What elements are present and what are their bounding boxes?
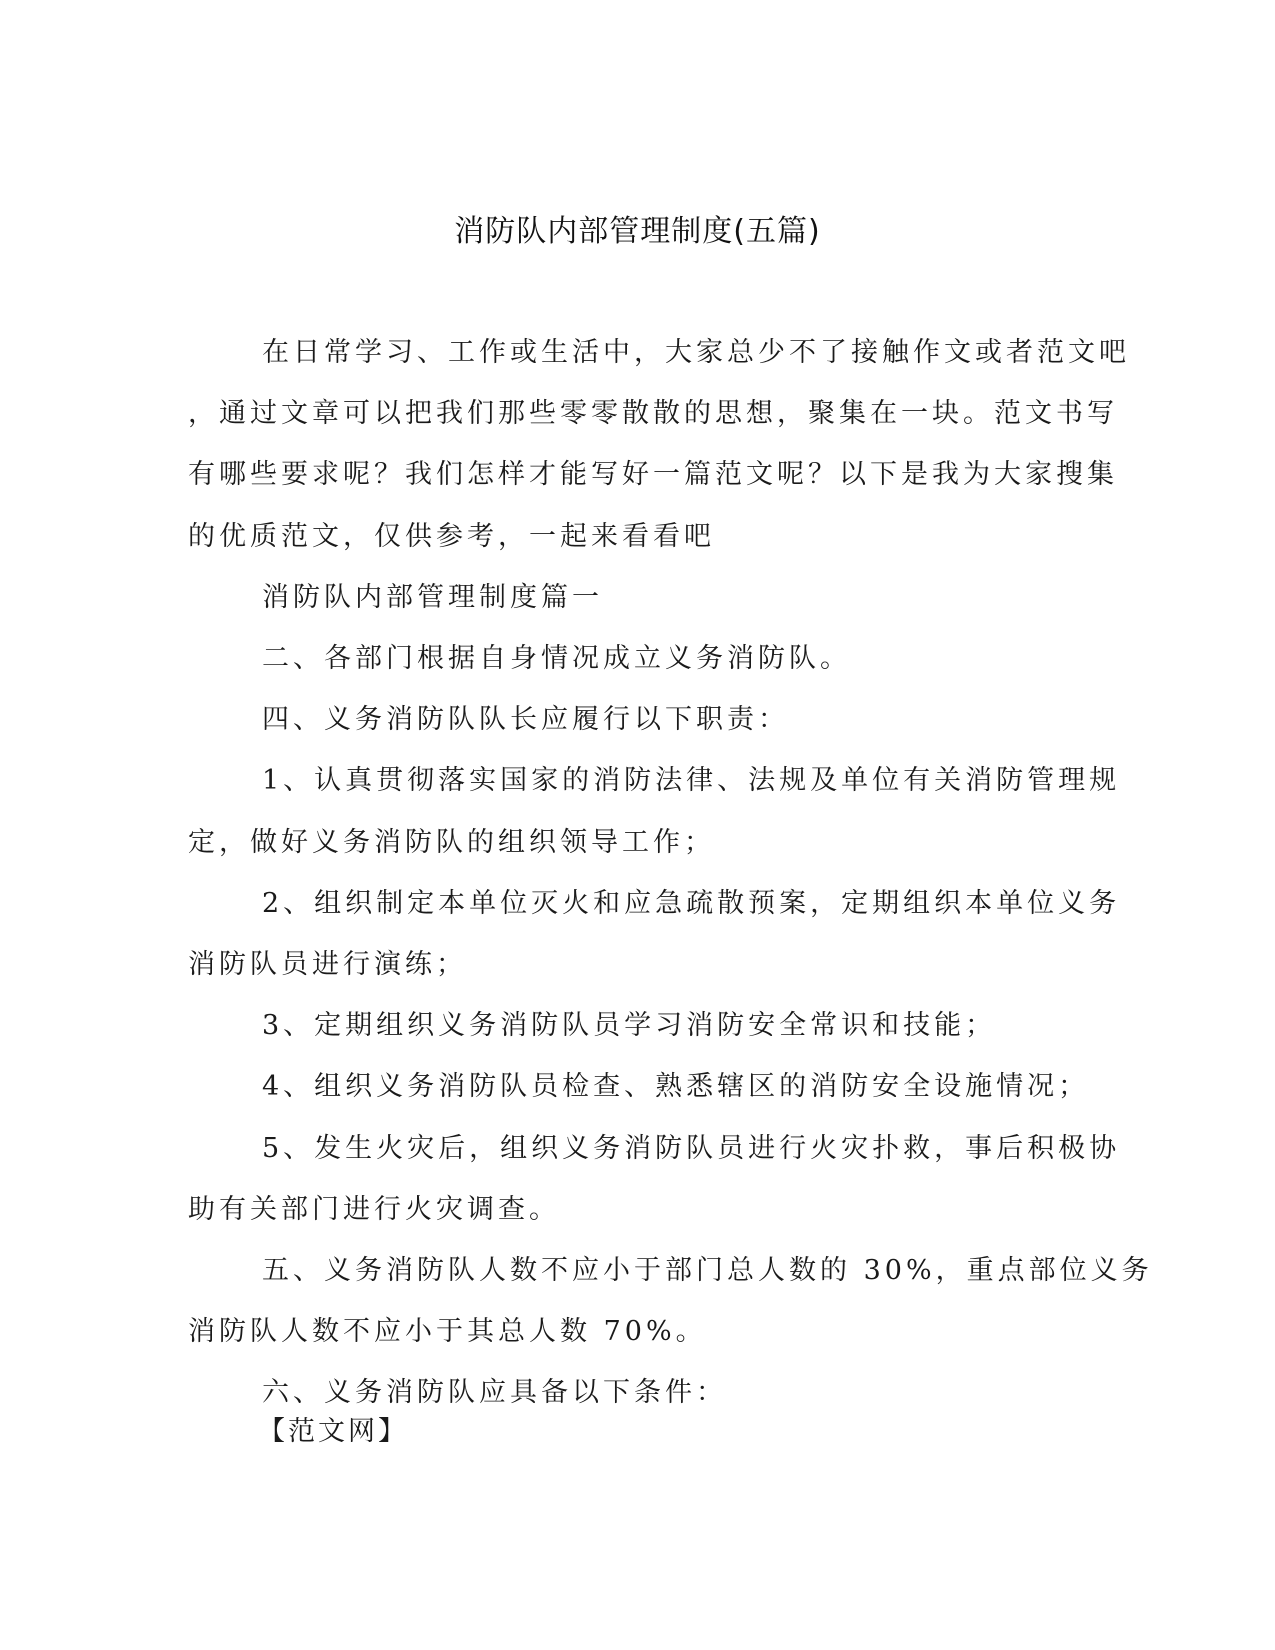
duty-2-paragraph [188,873,1121,995]
duty-line: 1、认真贯彻落实国家的消防法律、法规及单位有关消防管理规 [262,765,1121,797]
clause-item-4: 四、义务消防队队长应履行以下职责： [262,704,789,736]
clause-item-6: 六、义务消防队应具备以下条件： [262,1377,727,1409]
intro-paragraph [188,322,1130,567]
duty-3: 3、定期组织义务消防队员学习消防安全常识和技能； [262,1010,997,1042]
duty-line: 消防队员进行演练； [188,949,467,981]
duty-5-paragraph [188,1118,1121,1240]
intro-line: ，通过文章可以把我们那些零零散散的思想，聚集在一块。范文书写 [188,398,1118,430]
document-body [188,322,1153,1424]
duty-4: 4、组织义务消防队员检查、熟悉辖区的消防安全设施情况； [262,1071,1090,1103]
source-tag: 【范文网】 [258,1416,408,1447]
duty-line: 2、组织制定本单位灭火和应急疏散预案，定期组织本单位义务 [262,887,1121,919]
duty-line: 助有关部门进行火灾调查。 [188,1193,560,1225]
clause-item-5-paragraph [188,1240,1153,1362]
duty-line: 5、发生火灾后，组织义务消防队员进行火灾扑救，事后积极协 [262,1132,1121,1164]
duty-line: 定，做好义务消防队的组织领导工作； [188,826,715,858]
intro-line: 有哪些要求呢？我们怎样才能写好一篇范文呢？以下是我为大家搜集 [188,459,1118,491]
duty-1-paragraph [188,750,1121,872]
clause-item-2: 二、各部门根据自身情况成立义务消防队。 [262,643,851,675]
clause-line: 消防队人数不应小于其总人数 70%。 [188,1316,707,1348]
document-title: 消防队内部管理制度(五篇) [454,214,821,249]
intro-line: 在日常学习、工作或生活中，大家总少不了接触作文或者范文吧 [262,337,1130,368]
intro-line: 的优质范文，仅供参考，一起来看看吧 [188,520,715,552]
clause-line: 五、义务消防队人数不应小于部门总人数的 30%，重点部位义务 [262,1255,1153,1287]
section-heading: 消防队内部管理制度篇一 [262,581,603,613]
